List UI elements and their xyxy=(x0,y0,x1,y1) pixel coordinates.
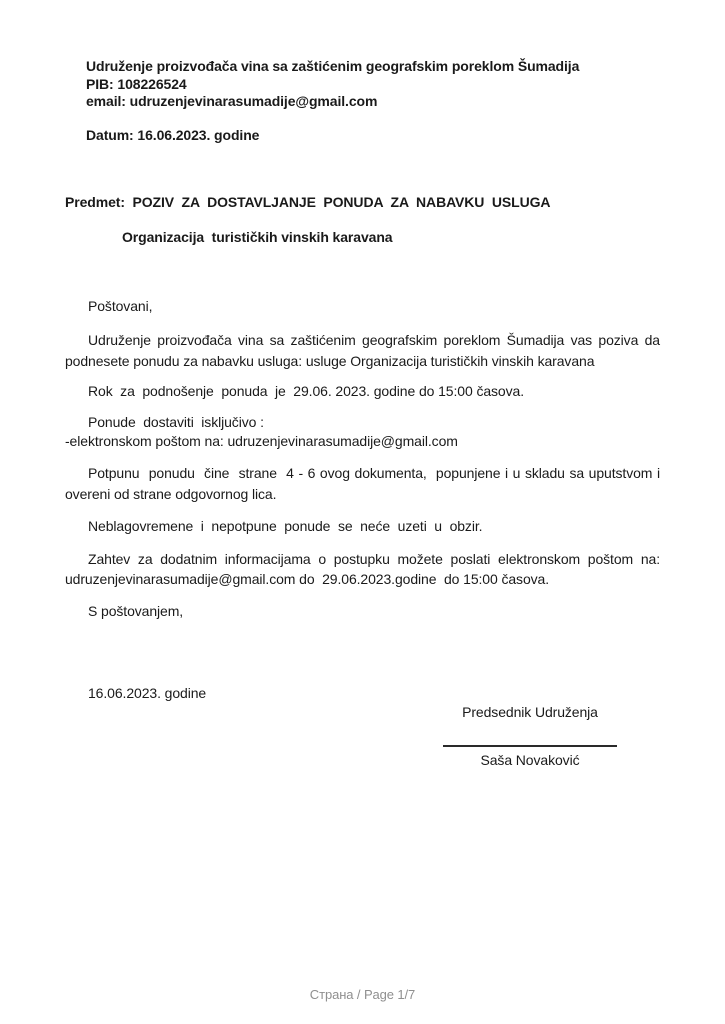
paragraph-invitation xyxy=(65,330,660,372)
page-footer xyxy=(0,988,725,1002)
paragraph-closing xyxy=(65,601,660,622)
org-name: Udruženje proizvođača vina sa zaštićenim geografskim poreklom Šumadija xyxy=(86,58,580,74)
paragraph-delivery xyxy=(65,413,660,451)
paragraph-deadline xyxy=(65,381,660,402)
org-email: email: udruzenjevinarasumadije@gmail.com xyxy=(86,93,378,109)
salutation xyxy=(65,296,660,317)
subject-heading xyxy=(65,194,660,212)
salutation-text: Poštovani, xyxy=(88,297,153,314)
subject-line-2: Organizacija turističkih vinskih karavana xyxy=(122,229,393,245)
deadline-text: Rok za podnošenje ponuda je 29.06. 2023. godine do 15:00 časova. xyxy=(88,382,524,399)
document-content xyxy=(65,58,660,768)
signature-name: Saša Novaković xyxy=(480,751,580,768)
invitation-line-1: Udruženje proizvođača vina sa zaštićenim geografskim poreklom Šumadija vas poziva da xyxy=(88,331,660,348)
additional-info-line-2: udruzenjevinarasumadije@gmail.com do 29.06.2023.godine do 15:00 časova. xyxy=(65,570,550,587)
delivery-line-2: -elektronskom poštom na: udruzenjevinarasumadije@gmail.com xyxy=(65,432,458,449)
signature-date: 16.06.2023. godine xyxy=(88,684,207,701)
delivery-line-1: Ponude dostaviti isključivo : xyxy=(88,413,264,430)
completeness-line-2: overeni od strane odgovornog lica. xyxy=(65,485,277,502)
completeness-line-1: Potpunu ponudu čine strane 4 - 6 ovog dokumenta, popunjene i u skladu sa uputstvom i xyxy=(88,464,660,481)
letterhead xyxy=(86,58,660,111)
invitation-line-2: podnesete ponudu za nabavku usluga: usluge Organizacija turističkih vinskih karavana xyxy=(65,352,595,369)
additional-info-line-1: Zahtev za dodatnim informacijama o postupku možete poslati elektronskom poštom na: xyxy=(88,550,660,567)
subject-subheading xyxy=(122,229,660,247)
paragraph-additional-info xyxy=(65,549,660,589)
org-pib: PIB: 108226524 xyxy=(86,75,187,92)
paragraph-late-offers xyxy=(65,516,660,537)
closing-text: S poštovanjem, xyxy=(88,602,184,619)
subject-line-1: Predmet: POZIV ZA DOSTAVLJANJE PONUDA ZA NABAVKU USLUGA xyxy=(65,193,551,210)
page-number-label: Страна / Page 1/7 xyxy=(309,987,416,1002)
signature-title: Predsednik Udruženja xyxy=(462,703,598,720)
signature-line xyxy=(443,745,617,747)
signature-date-wrap xyxy=(65,685,660,702)
late-offers-text: Neblagovremene i nepotpune ponude se neće uzeti u obzir. xyxy=(88,517,483,534)
signature-block xyxy=(443,702,617,768)
paragraph-completeness xyxy=(65,463,660,505)
date-line-wrap xyxy=(86,127,660,145)
date-line: Datum: 16.06.2023. godine xyxy=(86,127,260,143)
